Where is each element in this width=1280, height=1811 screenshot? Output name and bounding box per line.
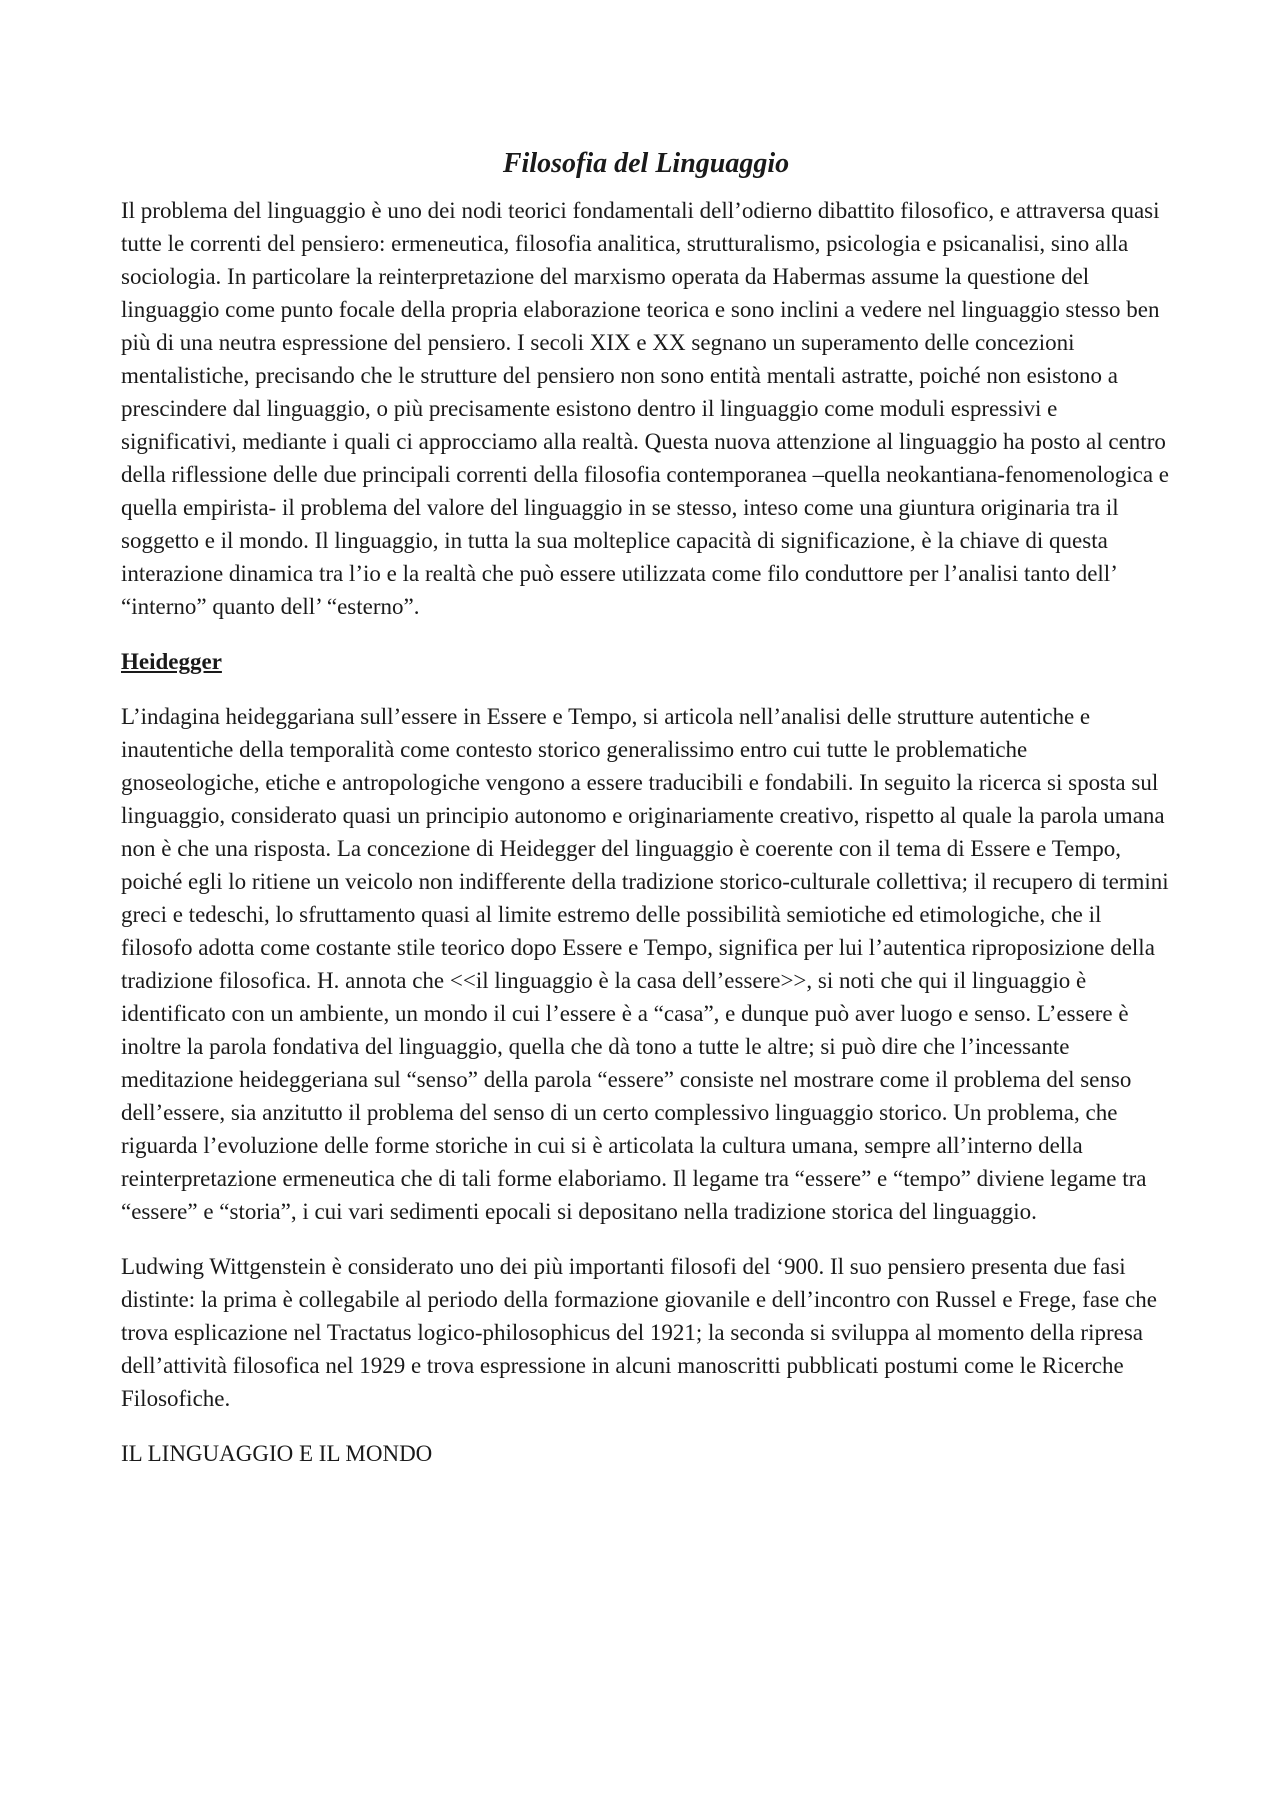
heidegger-heading: Heidegger xyxy=(121,649,222,674)
document-title: Filosofia del Linguaggio xyxy=(502,148,790,179)
document-body xyxy=(121,146,1171,1470)
heidegger-paragraph: L’indagina heideggariana sull’essere in Essere e Tempo, si articola nell’analisi delle strutture autentiche e inautentiche della temporalità come contesto storico generalissimo entro cui tutte le problematiche gnoseologiche, etiche e antropologiche vengono a essere traducibili e fondabili. In seguito la ricerca si sposta sul linguaggio, considerato quasi un principio autonomo e originariamente creativo, rispetto al quale la parola umana non è che una risposta. La concezione di Heidegger del linguaggio è coerente con il tema di Essere e Tempo, poiché egli lo ritiene un veicolo non indifferente della tradizione storico-culturale collettiva; il recupero di termini greci e tedeschi, lo sfruttamento quasi al limite estremo delle possibilità semiotiche ed etimologiche, che il filosofo adotta come costante stile teorico dopo Essere e Tempo, significa per lui l’autentica riproposizione della tradizione filosofica. H. annota che <<il linguaggio è la casa dell’essere>>, si noti che qui il linguaggio è identificato con un ambiente, un mondo il cui l’essere è a “casa”, e dunque può aver luogo e senso. L’essere è inoltre la parola fondativa del linguaggio, quella che dà tono a tutte le altre; si può dire che l’incessante meditazione heideggeriana sul “senso” della parola “essere” consiste nel mostrare come il problema del senso dell’essere, sia anzitutto il problema del senso di un certo complessivo linguaggio storico. Un problema, che riguarda l’evoluzione delle forme storiche in cui si è articolata la cultura umana, sempre all’interno della reinterpretazione ermeneutica che di tali forme elaboriamo. Il legame tra “essere” e “tempo” diviene legame tra “essere” e “storia”, i cui vari sedimenti epocali si depositano nella tradizione storica del linguaggio. xyxy=(121,704,1169,1224)
section-heading-linguaggio-mondo: IL LINGUAGGIO E IL MONDO xyxy=(121,1441,433,1466)
wittgenstein-paragraph: Ludwing Wittgenstein è considerato uno dei più importanti filosofi del ‘900. Il suo pensiero presenta due fasi distinte: la prima è collegabile al periodo della formazione giovanile e dell’incontro con Russel e Frege, fase che trova esplicazione nel Tractatus logico-philosophicus del 1921; la seconda si sviluppa al momento della ripresa dell’attività filosofica nel 1929 e trova espressione in alcuni manoscritti pubblicati postumi come le Ricerche Filosofiche. xyxy=(121,1254,1157,1411)
intro-paragraph: Il problema del linguaggio è uno dei nodi teorici fondamentali dell’odierno dibattito filosofico, e attraversa quasi tutte le correnti del pensiero: ermeneutica, filosofia analitica, strutturalismo, psicologia e psicanalisi, sino alla sociologia. In particolare la reinterpretazione del marxismo operata da Habermas assume la questione del linguaggio come punto focale della propria elaborazione teorica e sono inclini a vedere nel linguaggio stesso ben più di una neutra espressione del pensiero. I secoli XIX e XX segnano un superamento delle concezioni mentalistiche, precisando che le strutture del pensiero non sono entità mentali astratte, poiché non esistono a prescindere dal linguaggio, o più precisamente esistono dentro il linguaggio come moduli espressivi e significativi, mediante i quali ci approcciamo alla realtà. Questa nuova attenzione al linguaggio ha posto al centro della riflessione delle due principali correnti della filosofia contemporanea –quella neokantiana-fenomenologica e quella empirista- il problema del valore del linguaggio in se stesso, inteso come una giuntura originaria tra il soggetto e il mondo. Il linguaggio, in tutta la sua molteplice capacità di significazione, è la chiave di questa interazione dinamica tra l’io e la realtà che può essere utilizzata come filo conduttore per l’analisi tanto dell’ “interno” quanto dell’ “esterno”. xyxy=(121,198,1169,619)
